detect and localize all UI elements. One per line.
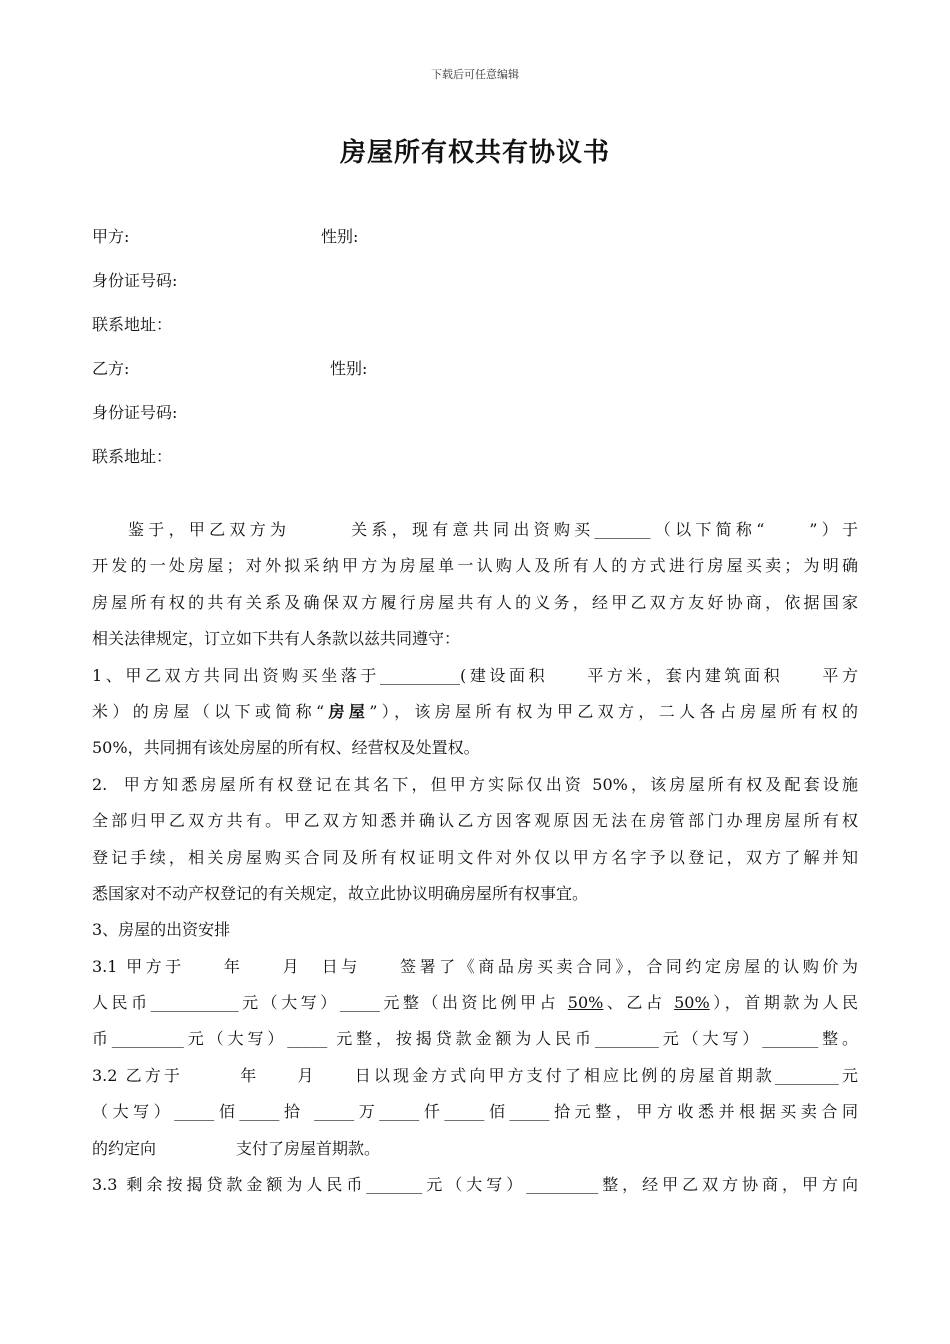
ratio-a-value: 50% bbox=[567, 993, 604, 1013]
body-line: 鉴于，甲乙双方为 关系，现有意共同出资购买_______（以下简称“ ”）于 bbox=[128, 520, 858, 539]
party-b-address-label: 联系地址： bbox=[92, 447, 173, 466]
party-a-gender-label: 性别: bbox=[321, 227, 359, 246]
party-b-gender-label: 性别: bbox=[330, 359, 368, 378]
body-line bbox=[92, 694, 858, 730]
house-term-bold: 房屋 bbox=[324, 701, 370, 721]
ratio-b-value: 50% bbox=[674, 993, 710, 1013]
body-line: 房屋所有权的共有关系及确保双方履行房屋共有人的义务，经甲乙双方友好协商，依据国家 bbox=[92, 592, 858, 612]
body-line: 登记手续，相关房屋购买合同及所有权证明文件对外仅以甲方名字予以登记，双方了解并知 bbox=[92, 847, 858, 867]
party-b-id-label: 身份证号码: bbox=[92, 403, 178, 422]
party-a-address-label: 联系地址： bbox=[92, 315, 173, 334]
body-line: 币_________元（大写）_____ 元整，按揭贷款金额为人民币________元（大写）_______整。 bbox=[92, 1029, 858, 1049]
body-line: 全部归甲乙双方共有。甲乙双方知悉并确认乙方因客观原因无法在房管部门办理房屋所有权 bbox=[92, 811, 858, 831]
body-line: 3.3 剩余按揭贷款金额为人民币_______元（大写）_________整，经甲乙双方协商，甲方向 bbox=[92, 1175, 858, 1195]
body-line: 悉国家对不动产权登记的有关规定，故立此协议明确房屋所有权事宜。 bbox=[92, 883, 589, 903]
body-line: 3.2 乙方于 年 月 日以现金方式向甲方支付了相应比例的房屋首期款________元 bbox=[92, 1065, 858, 1085]
body-line: 相关法律规定，订立如下共有人条款以兹共同遵守： bbox=[92, 629, 461, 649]
body-text: 米）的房屋（以下或简称“ bbox=[92, 701, 325, 721]
body-text: ”），该房屋所有权为甲乙双方，二人各占房屋所有权的 bbox=[369, 701, 858, 721]
body-text: ），首期款为人民 bbox=[709, 993, 858, 1013]
body-text: 、乙占 bbox=[603, 993, 675, 1013]
page-header: 下载后可任意编辑 bbox=[431, 68, 519, 81]
body-line: 1、甲乙双方共同出资购买坐落于__________(建设面积 平方米，套内建筑面积 平方 bbox=[92, 665, 858, 685]
body-line: 50%，共同拥有该处房屋的所有权、经营权及处置权。 bbox=[92, 738, 480, 758]
body-text: 人民币___________元（大写）_____元整（出资比例甲占 bbox=[92, 993, 568, 1013]
body-line: 3.1 甲方于 年 月 日与 签署了《商品房买卖合同》，合同约定房屋的认购价为 bbox=[92, 956, 858, 976]
party-b-name-label: 乙方: bbox=[92, 359, 130, 378]
body-line: （大写）_____佰_____拾 _____万_____仟_____佰_____拾元整，甲方收悉并根据买卖合同 bbox=[92, 1102, 858, 1122]
body-line: 开发的一处房屋；对外拟采纳甲方为房屋单一认购人及所有人的方式进行房屋买卖；为明确 bbox=[92, 556, 858, 576]
body-line bbox=[92, 985, 858, 1021]
body-line: 2. 甲方知悉房屋所有权登记在其名下，但甲方实际仅出资 50%，该房屋所有权及配套设施 bbox=[92, 774, 858, 794]
party-a-id-label: 身份证号码: bbox=[92, 271, 178, 290]
agreement-body bbox=[92, 512, 858, 1203]
section-heading: 3、房屋的出资安排 bbox=[92, 920, 231, 940]
body-line: 的约定向 支付了房屋首期款。 bbox=[92, 1138, 381, 1158]
party-a-name-label: 甲方: bbox=[92, 227, 130, 246]
document-title: 房屋所有权共有协议书 bbox=[339, 138, 610, 168]
